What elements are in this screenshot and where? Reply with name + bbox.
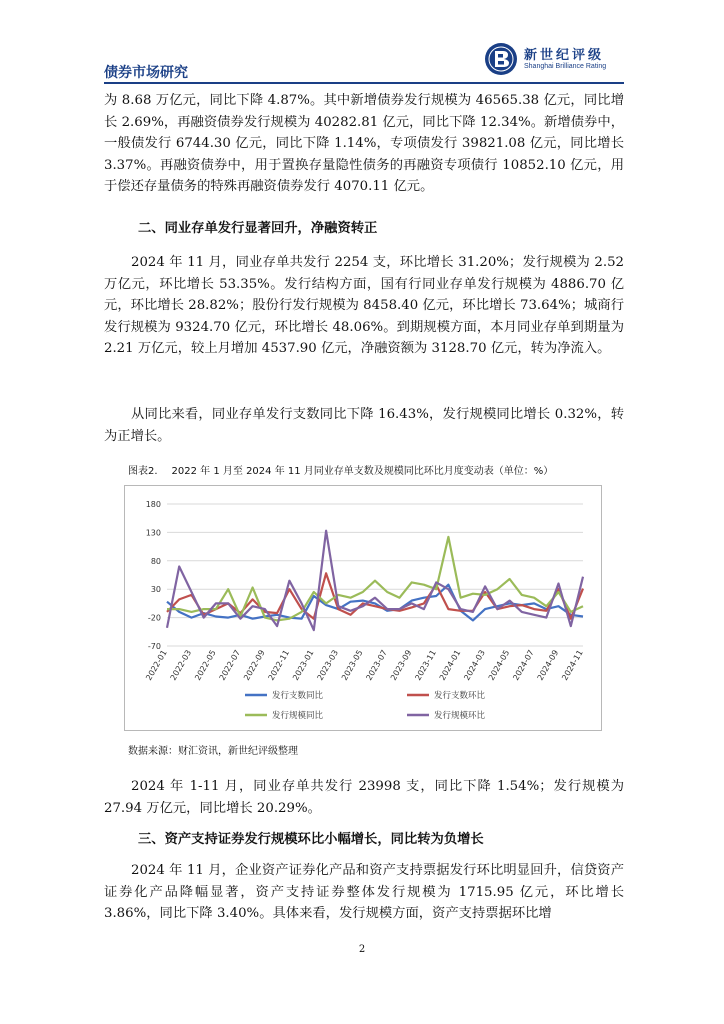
x-tick-label: 2022-11 (266, 648, 292, 682)
x-tick-label: 2023-11 (413, 648, 438, 682)
logo-english-name: Shanghai Brilliance Rating (524, 63, 607, 70)
x-tick-label: 2024-09 (535, 648, 561, 682)
legend-label: 发行支数同比 (272, 691, 324, 701)
x-tick-label: 2023-09 (388, 648, 414, 682)
y-tick-label: -20 (147, 613, 161, 623)
company-logo (484, 42, 624, 76)
x-tick-label: 2022-09 (242, 648, 267, 682)
line-chart (124, 485, 602, 731)
series-line-2 (167, 537, 583, 621)
paragraph-ncd-yoy: 从同比来看，同业存单发行支数同比下降 16.43%，发行规模同比增长 0.32%，转为正增长。 (104, 407, 624, 444)
section-heading-ncd: 二、同业存单发行显著回升，净融资转正 (138, 221, 378, 236)
paragraph-ncd-november: 2024 年 11 月，同业存单共发行 2254 支，环比增长 31.20%；发行规模为 2.52 万亿元，环比增长 53.35%。发行结构方面，国有行同业存单发行规模为 4886.70 亿元，环比增长 28.82%；股份行发行规模为 8458.40 亿元，环比增长 73.64%；城商行发行规模为 9324.70 亿元，环比增长 48.06%。到期规模方面，本月同业存单到期量为 2.21 万亿元，较上月增加 4537.90 亿元，净融资额为 3128.70 亿元，转为净流入。 (104, 255, 624, 356)
x-tick-label: 2023-07 (364, 648, 389, 682)
legend-label: 发行支数环比 (434, 691, 486, 701)
x-tick-label: 2024-03 (462, 648, 487, 682)
section-heading-abs: 三、资产支持证券发行规模环比小幅增长，同比转为负增长 (138, 832, 484, 847)
brilliance-logo-icon (484, 42, 518, 76)
legend-label: 发行规模环比 (434, 711, 486, 721)
x-tick-label: 2022-03 (168, 648, 194, 682)
paragraph-abs-november: 2024 年 11 月，企业资产证券化产品和资产支持票据发行环比明显回升，信贷资产证券化产品降幅显著，资产支持证券整体发行规模为 1715.95 亿元，环比增长 3.86%，同比下降 3.40%。具体来看，发行规模方面，资产支持票据环比增 (104, 863, 624, 921)
chart-canvas (125, 486, 603, 732)
y-tick-label: -70 (147, 642, 161, 651)
x-tick-label: 2023-05 (339, 648, 365, 682)
x-tick-label: 2022-05 (193, 648, 218, 682)
y-tick-label: 180 (145, 500, 161, 509)
figure-caption (128, 462, 567, 477)
x-tick-label: 2024-01 (437, 648, 463, 682)
page-header (104, 42, 624, 86)
figure-title: 2022 年 1 月至 2024 年 11 月同业存单支数及规模同比环比月度变动表（单位：%） (171, 466, 554, 477)
y-tick-label: 30 (150, 585, 161, 595)
report-series-title: 债券市场研究 (104, 65, 188, 81)
paragraph-local-bonds: 为 8.68 万亿元，同比下降 4.87%。其中新增债券发行规模为 46565.38 亿元，同比增长 2.69%，再融资债券发行规模为 40282.81 亿元，同比下降 12.34%。新增债券中，一般债发行 6744.30 亿元，同比下降 1.14%，专项债发行 39821.08 亿元，同比增长 3.37%。再融资债券中，用于置换存量隐性债务的再融资专项债行 10852.10 亿元，用于偿还存量债务的特殊再融资债券发行 4070.11 亿元。 (104, 93, 624, 194)
x-tick-label: 2022-07 (217, 648, 243, 682)
x-tick-label: 2023-03 (315, 648, 341, 682)
paragraph-ncd-ytd: 2024 年 1-11 月，同业存单共发行 23998 支，同比下降 1.54%；发行规模为 27.94 万亿元，同比增长 20.29%。 (104, 779, 624, 816)
y-tick-label: 130 (145, 528, 161, 538)
x-tick-label: 2024-05 (486, 648, 512, 682)
legend-label: 发行规模同比 (272, 711, 324, 721)
header-divider (104, 82, 624, 84)
x-tick-label: 2022-01 (144, 648, 169, 682)
y-tick-label: 80 (150, 556, 161, 566)
figure-source: 数据来源：财汇资讯，新世纪评级整理 (128, 746, 298, 757)
x-tick-label: 2023-01 (291, 648, 316, 682)
x-tick-label: 2024-11 (560, 648, 585, 682)
logo-chinese-name: 新世纪评级 (524, 48, 605, 63)
x-tick-label: 2024-07 (511, 648, 536, 682)
figure-label: 图表2. (128, 466, 158, 477)
page-number: 2 (358, 944, 366, 955)
